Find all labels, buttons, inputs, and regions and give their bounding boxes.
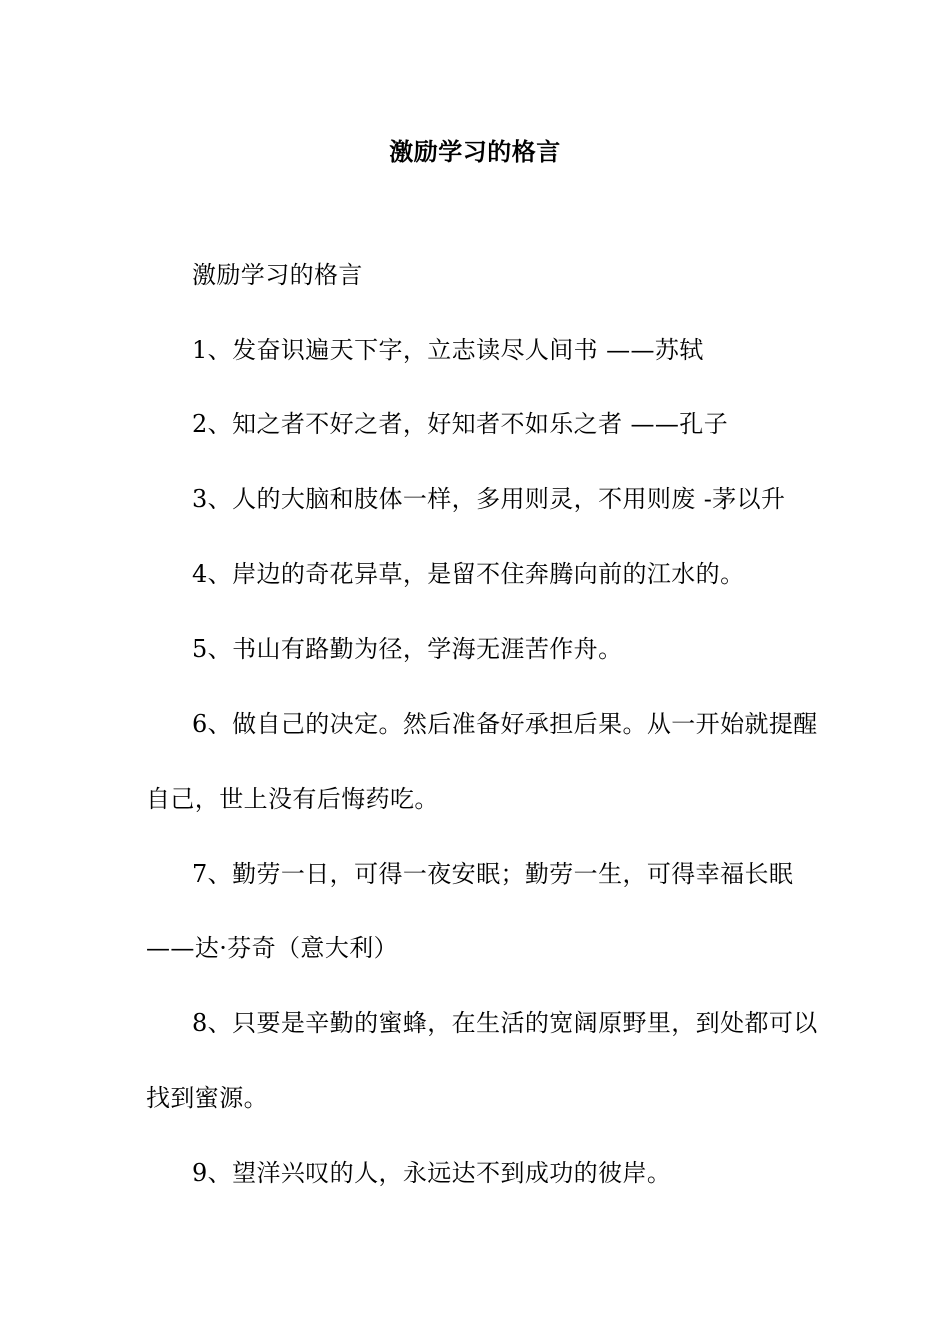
intro-heading: 激励学习的格言 <box>192 261 363 289</box>
quote-8-line-2: 找到蜜源。 <box>146 1084 268 1112</box>
quote-7-line-1: 7、勤劳一日，可得一夜安眠；勤劳一生，可得幸福长眠 <box>192 860 794 888</box>
quote-4: 4、岸边的奇花异草，是留不住奔腾向前的江水的。 <box>192 560 745 588</box>
quote-9: 9、望洋兴叹的人，永远达不到成功的彼岸。 <box>192 1159 672 1187</box>
quote-1: 1、发奋识遍天下字，立志读尽人间书 ——苏轼 <box>192 336 704 364</box>
quote-6-line-1: 6、做自己的决定。然后准备好承担后果。从一开始就提醒 <box>192 710 818 738</box>
document-title: 激励学习的格言 <box>389 137 561 166</box>
quote-6-line-2: 自己，世上没有后悔药吃。 <box>146 785 439 813</box>
quote-7-line-2: ——达·芬奇（意大利） <box>146 934 399 962</box>
quote-8-line-1: 8、只要是辛勤的蜜蜂，在生活的宽阔原野里，到处都可以 <box>192 1009 818 1037</box>
quote-5: 5、书山有路勤为径，学海无涯苦作舟。 <box>192 635 623 663</box>
quote-3: 3、人的大脑和肢体一样，多用则灵，不用则废 -茅以升 <box>192 485 786 513</box>
quote-2: 2、知之者不好之者，好知者不如乐之者 ——孔子 <box>192 410 729 438</box>
